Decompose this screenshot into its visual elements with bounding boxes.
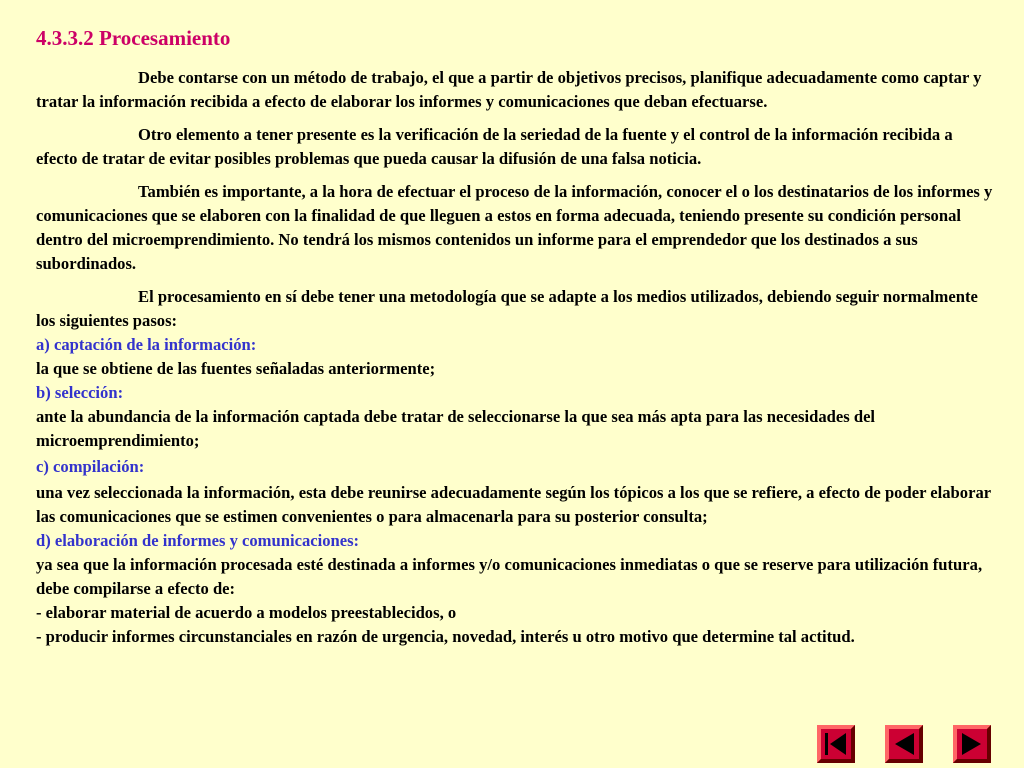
paragraph-1: Debe contarse con un método de trabajo, el que a partir de objetivos precisos, planifique adecuadamente como captar y tratar la información recibida a efecto de elaborar los informes y comunicaciones que deban efectuarse. [36,68,982,111]
paragraph-4: El procesamiento en sí debe tener una metodología que se adapte a los medios utilizados, debiendo seguir normalmente los siguientes pasos: [36,287,978,330]
first-slide-icon [817,725,855,763]
step-b-text: ante la abundancia de la información captada debe tratar de seleccionarse la que sea más apta para las necesidades del microemprendimiento; [36,407,876,450]
step-a-heading: a) captación de la información: [36,335,257,354]
bullet-1: - elaborar material de acuerdo a modelos preestablecidos, o [36,603,457,622]
first-slide-button[interactable] [817,725,855,763]
paragraph-2: Otro elemento a tener presente es la verificación de la seriedad de la fuente y el control de la información recibida a efecto de tratar de evitar posibles problemas que pueda causar la difusión de una falsa noticia. [36,125,953,168]
next-slide-icon [953,725,991,763]
step-d-heading: d) elaboración de informes y comunicaciones: [36,531,360,550]
paragraph-3: También es importante, a la hora de efectuar el proceso de la información, conocer el o los destinatarios de los informes y comunicaciones que se elaboren con la finalidad de que lleguen a estos en forma adecuada, teniendo presente su condición personal dentro del microemprendimiento. No tendrá los mismos contenidos un informe para el emprendedor que los destinados a sus subordinados. [36,182,993,273]
step-c-text: una vez seleccionada la información, esta debe reunirse adecuadamente según los tópicos a los que se refiere, a efecto de poder elaborar las comunicaciones que se estimen convenientes o para almacenarla para su posterior consulta; [36,483,991,526]
step-b-heading: b) selección: [36,383,124,402]
step-d-text: ya sea que la información procesada esté destinada a informes y/o comunicaciones inmediatas o que se reserve para utilización futura, debe compilarse a efecto de: [36,555,983,598]
bullet-2: - producir informes circunstanciales en razón de urgencia, novedad, interés u otro motivo que determine tal actitud. [36,627,855,646]
previous-slide-button[interactable] [885,725,923,763]
step-a-text: la que se obtiene de las fuentes señaladas anteriormente; [36,359,436,378]
previous-slide-icon [885,725,923,763]
page-title: 4.3.3.2 Procesamiento [36,26,231,50]
next-slide-button[interactable] [953,725,991,763]
step-c-heading: c) compilación: [36,457,145,476]
document-body [36,66,996,649]
